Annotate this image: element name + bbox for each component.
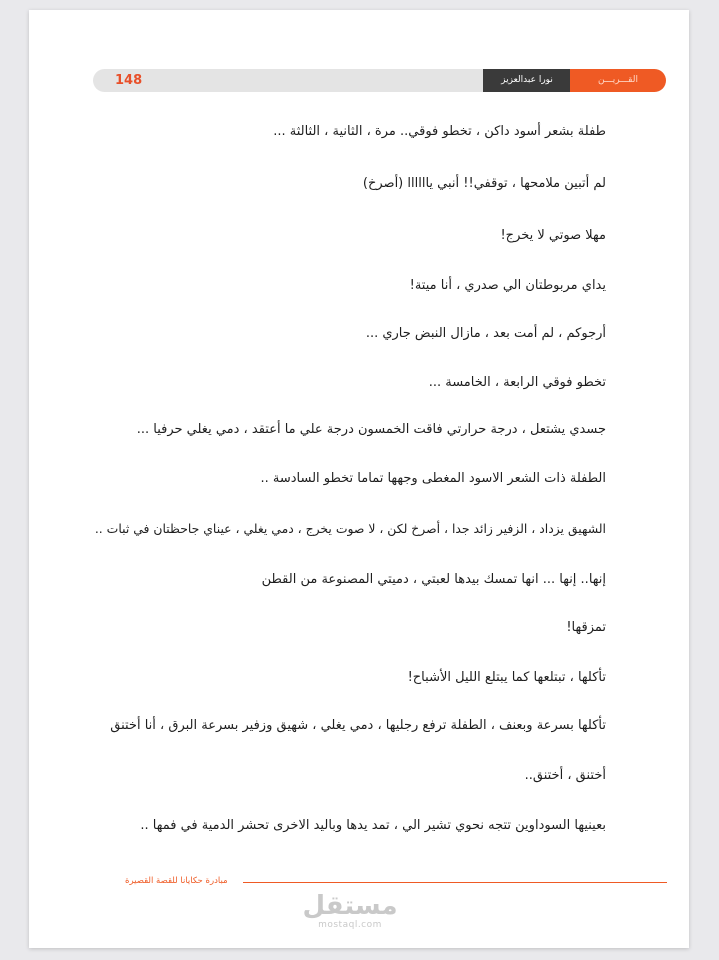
watermark-logo (280, 892, 420, 931)
paragraph-1: طفلة بشعر أسود داكن ، تخطو فوقي.. مرة ، الثانية ، الثالثة ... (273, 124, 606, 139)
paragraph-12: تأكلها ، تبتلعها كما يبتلع الليل الأشباح! (407, 670, 606, 685)
paragraph-13: تأكلها بسرعة وبعنف ، الطفلة ترفع رجليها ، دمي يغلي ، شهيق وزفير بسرعة البرق ، أنا أختنق (110, 718, 606, 733)
footer-divider (243, 882, 667, 883)
paragraph-8: الطفلة ذات الشعر الاسود المغطى وجهها تماما تخطو السادسة .. (260, 471, 606, 486)
page-number: 148 (115, 73, 143, 88)
watermark-url: mostaql.com (318, 920, 382, 930)
paragraph-2: لم أتبين ملامحها ، توقفي!! أنبي ياااااا (أصرخ) (362, 176, 606, 191)
paragraph-14: أختنق ، أختنق.. (524, 768, 606, 783)
paragraph-5: أرجوكم ، لم أمت بعد ، مازال النبض جاري ... (365, 326, 606, 341)
header-section-title: القـــريـــن (570, 69, 666, 92)
paragraph-4: يداي مربوطتان الي صدري ، أنا ميتة! (409, 278, 606, 293)
watermark-main: مستقل (302, 891, 398, 921)
paragraph-6: تخطو فوقي الرابعة ، الخامسة ... (428, 375, 606, 390)
paragraph-7: جسدي يشتعل ، درجة حرارتي فاقت الخمسون درجة علي ما أعتقد ، دمي يغلي حرفيا ... (136, 422, 606, 437)
book-page (29, 10, 689, 948)
paragraph-9: الشهيق يزداد ، الزفير زائد جدا ، أصرخ لكن ، لا صوت يخرج ، دمي يغلي ، عيناي جاحظتان في ثبات .. (94, 521, 606, 536)
paragraph-15: بعينيها السوداوين تتجه نحوي تشير الي ، تمد يدها وباليد الاخرى تحشر الدمية في فمها .. (140, 818, 606, 833)
paragraph-11: تمزقها! (566, 620, 606, 635)
paragraph-3: مهلا صوتي لا يخرج! (500, 228, 606, 243)
header-author: نورا عبدالعزيز (483, 69, 571, 92)
header-bar (93, 69, 525, 92)
paragraph-10: إنها.. إنها ... انها تمسك بيدها لعبتي ، دميتي المصنوعة من القطن (261, 572, 606, 587)
footer-label: مبادرة حكايانا للقصة القصيرة (125, 876, 228, 886)
